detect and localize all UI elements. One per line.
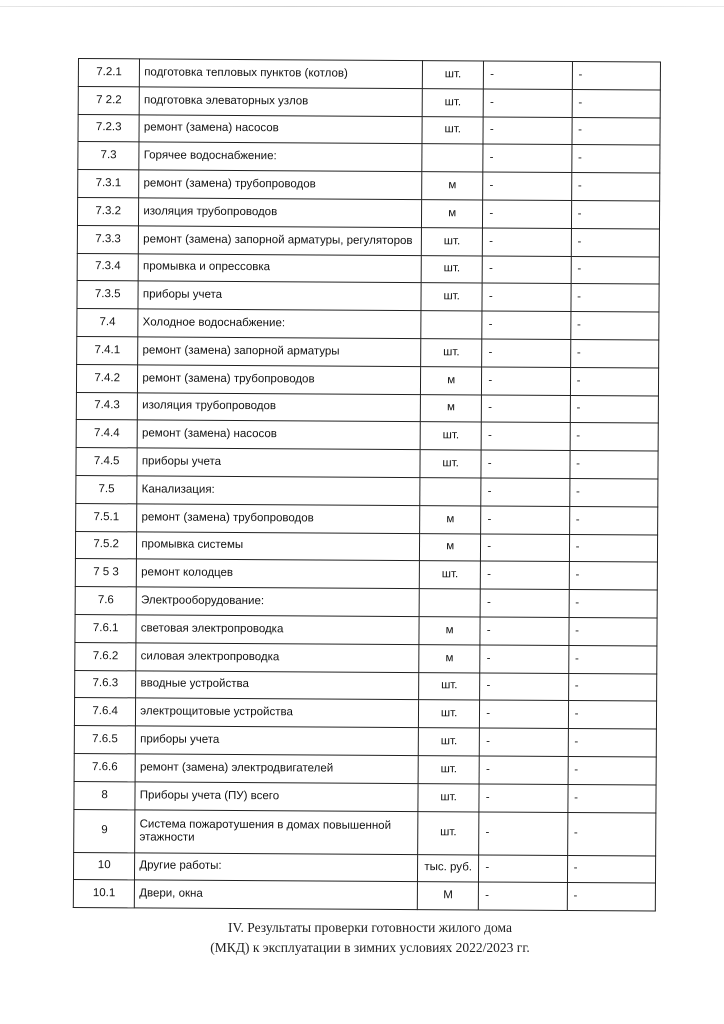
- row-unit: шт.: [419, 561, 480, 589]
- row-value-a-text: -: [486, 735, 491, 748]
- row-name: Система пожаротушения в домах повышенной этажности: [135, 809, 418, 854]
- row-value-a-text: -: [486, 679, 491, 692]
- row-value-b-text: -: [576, 346, 581, 359]
- row-value-b: [572, 89, 661, 117]
- table-row: [76, 475, 658, 506]
- row-value-a: [480, 672, 568, 700]
- row-number: 7.4.5: [76, 448, 137, 476]
- row-value-b-text: -: [578, 124, 583, 137]
- row-name: ремонт (замена) электродвигателей: [135, 754, 418, 784]
- row-value-a-text: -: [490, 68, 495, 81]
- row-value-b: [567, 855, 656, 883]
- row-value-a: [484, 61, 572, 89]
- row-value-a-text: -: [488, 401, 493, 414]
- row-value-a: [482, 256, 570, 284]
- row-name: изоляция трубопроводов: [138, 392, 421, 422]
- row-value-a: [481, 422, 569, 450]
- row-number: 10.1: [73, 880, 134, 908]
- row-value-a-text: -: [489, 207, 494, 220]
- row-value-a: [480, 617, 568, 645]
- row-value-a-text: -: [485, 826, 490, 839]
- row-value-b: [569, 478, 658, 506]
- row-value-a-text: -: [489, 235, 494, 248]
- row-value-b-text: -: [573, 827, 578, 840]
- row-value-b-text: -: [574, 708, 579, 721]
- row-name: изоляция трубопроводов: [139, 198, 422, 228]
- row-name: световая электропроводка: [136, 615, 419, 645]
- table-row: [74, 726, 656, 757]
- row-value-b: [570, 451, 659, 479]
- table-row: [76, 392, 658, 423]
- table-row: [77, 197, 659, 228]
- row-unit: шт.: [421, 339, 482, 367]
- row-value-a-text: -: [485, 763, 490, 776]
- table-row: [75, 642, 657, 673]
- row-value-b: [568, 784, 657, 812]
- row-value-b-text: -: [577, 263, 582, 276]
- row-name: силовая электропроводка: [136, 643, 419, 673]
- row-value-b-text: -: [576, 430, 581, 443]
- row-number: 7.6.3: [75, 670, 136, 698]
- row-value-b-text: -: [574, 736, 579, 749]
- row-number: 7.4.3: [76, 392, 137, 420]
- row-value-a: [481, 506, 569, 534]
- row-number: 7.5.2: [75, 531, 136, 559]
- row-value-a-text: -: [488, 290, 493, 303]
- row-value-b: [568, 729, 657, 757]
- table-row: [73, 880, 655, 911]
- row-unit: [422, 144, 483, 172]
- row-value-b: [572, 117, 661, 145]
- row-value-b-text: -: [575, 597, 580, 610]
- row-name: Двери, окна: [135, 880, 418, 910]
- row-value-b-text: -: [577, 207, 582, 220]
- row-value-a-text: -: [486, 652, 491, 665]
- row-unit: м: [420, 394, 481, 422]
- table-row: [74, 809, 656, 856]
- row-number: 7.6: [75, 587, 136, 615]
- row-value-a-text: -: [487, 429, 492, 442]
- row-value-a: [479, 811, 568, 855]
- row-value-a: [481, 450, 569, 478]
- row-value-b: [571, 228, 660, 256]
- table-row: [75, 559, 657, 590]
- row-value-a-text: -: [489, 96, 494, 109]
- table-row: [77, 225, 659, 256]
- row-number: 7 5 3: [75, 559, 136, 587]
- row-value-b-text: -: [578, 68, 583, 81]
- row-value-a-text: -: [489, 179, 494, 192]
- row-number: 7.3.1: [78, 170, 139, 198]
- row-value-a-text: -: [488, 318, 493, 331]
- row-name: промывка системы: [137, 531, 420, 561]
- row-name: Холодное водоснабжение:: [138, 309, 421, 339]
- row-value-b: [569, 590, 658, 618]
- row-number: 7.3.3: [77, 225, 138, 253]
- table-row: [78, 86, 660, 117]
- row-name: подготовка элеваторных узлов: [139, 87, 422, 117]
- row-name: ремонт (замена) запорной арматуры, регуляторов: [139, 226, 422, 256]
- row-value-b: [570, 312, 659, 340]
- row-value-a-text: -: [486, 707, 491, 720]
- row-value-b: [568, 756, 657, 784]
- row-value-a: [483, 200, 571, 228]
- table-row: [78, 170, 660, 201]
- row-value-b-text: -: [576, 402, 581, 415]
- row-name: приборы учета: [138, 281, 421, 311]
- table-row: [75, 587, 657, 618]
- row-value-b-text: -: [575, 624, 580, 637]
- row-value-a: [483, 228, 571, 256]
- row-value-a: [482, 283, 570, 311]
- row-value-a-text: -: [485, 861, 490, 874]
- row-name: Электрооборудование:: [136, 587, 419, 617]
- table-row: [77, 281, 659, 312]
- row-value-b: [572, 62, 661, 90]
- row-number: 7.2.1: [78, 59, 139, 87]
- row-value-a-text: -: [485, 791, 490, 804]
- table-row: [78, 114, 660, 145]
- table-row: [78, 142, 660, 173]
- row-value-b-text: -: [575, 485, 580, 498]
- row-number: 7.6.4: [74, 698, 135, 726]
- row-value-a: [479, 882, 567, 910]
- section-caption: [180, 918, 560, 958]
- row-name: ремонт (замена) трубопроводов: [138, 365, 421, 395]
- row-value-a: [480, 645, 568, 673]
- row-name: подготовка тепловых пунктов (котлов): [140, 59, 423, 89]
- row-unit: м: [419, 644, 480, 672]
- row-number: 7.2.3: [78, 114, 139, 142]
- row-unit: шт.: [418, 811, 480, 854]
- row-value-b-text: -: [574, 791, 578, 804]
- row-value-b: [571, 256, 660, 284]
- row-name: Приборы учета (ПУ) всего: [135, 782, 418, 812]
- table-row: [77, 336, 659, 367]
- row-value-b: [568, 701, 657, 729]
- row-number: 7.3.5: [77, 281, 138, 309]
- row-name: вводные устройства: [136, 670, 419, 700]
- row-value-a: [481, 534, 569, 562]
- row-value-b: [571, 201, 660, 229]
- row-value-a-text: -: [488, 262, 493, 276]
- row-unit: [420, 478, 481, 506]
- row-unit: шт.: [421, 227, 482, 255]
- caption-line-1: IV. Результаты проверки готовности жилого дома: [228, 920, 512, 935]
- row-unit: шт.: [420, 422, 481, 450]
- row-value-a: [483, 89, 571, 117]
- caption-line-2: (МКД) к эксплуатации в зимних условиях 2022/2023 гг.: [210, 940, 530, 955]
- row-value-a-text: -: [487, 568, 492, 581]
- row-value-b-text: -: [574, 763, 579, 776]
- row-value-a: [483, 144, 571, 172]
- row-name: приборы учета: [137, 448, 420, 478]
- row-number: 7.4: [77, 309, 138, 337]
- row-value-a: [480, 589, 568, 617]
- table-row: [75, 531, 657, 562]
- row-value-b: [570, 367, 659, 395]
- table-row: [76, 503, 658, 534]
- row-unit: шт.: [418, 756, 479, 784]
- row-value-a-text: -: [487, 540, 492, 553]
- row-value-a-text: -: [489, 151, 494, 164]
- row-value-b: [570, 395, 659, 423]
- table-row: [73, 852, 655, 883]
- row-number: 7.4.4: [76, 420, 137, 448]
- row-unit: [421, 311, 482, 339]
- row-value-b-text: -: [573, 890, 578, 903]
- row-value-a: [482, 311, 570, 339]
- row-number: 7.4.2: [76, 364, 137, 392]
- row-value-b-text: -: [577, 152, 582, 165]
- row-unit: м: [420, 366, 481, 394]
- row-unit: шт.: [421, 255, 482, 283]
- row-name: Канализация:: [137, 476, 420, 506]
- row-value-a: [480, 728, 568, 756]
- row-unit: тыс. руб.: [417, 854, 478, 882]
- table-row: [76, 448, 658, 479]
- table-row: [75, 670, 657, 701]
- row-unit: м: [420, 505, 481, 533]
- row-number: 7 2.2: [78, 86, 139, 114]
- row-value-b: [571, 173, 660, 201]
- row-value-b: [568, 645, 657, 673]
- row-value-a-text: -: [489, 124, 494, 137]
- row-unit: м: [419, 617, 480, 645]
- row-unit: шт.: [418, 700, 479, 728]
- table-row: [75, 614, 657, 645]
- works-table: [73, 58, 661, 912]
- row-value-b: [571, 145, 660, 173]
- row-value-a-text: -: [485, 889, 490, 902]
- row-value-a: [479, 784, 567, 812]
- table-row: [76, 364, 658, 395]
- row-number: 7.6.1: [75, 614, 136, 642]
- table-row: [78, 59, 660, 90]
- row-value-a-text: -: [487, 457, 492, 470]
- row-value-a-text: -: [486, 624, 491, 637]
- works-table-body: [73, 59, 660, 912]
- row-number: 7.3.2: [77, 197, 138, 225]
- row-value-b: [571, 284, 660, 312]
- table-row: [77, 253, 659, 284]
- row-number: 9: [74, 809, 136, 852]
- row-value-b-text: -: [575, 541, 580, 554]
- row-number: 7.6.5: [74, 726, 135, 754]
- row-value-a: [483, 117, 571, 145]
- row-number: 7.3.4: [77, 253, 138, 281]
- row-value-a: [480, 700, 568, 728]
- row-name: Другие работы:: [135, 852, 418, 882]
- row-value-b-text: -: [576, 319, 581, 332]
- table-row: [77, 309, 659, 340]
- row-value-b: [568, 673, 657, 701]
- row-unit: шт.: [422, 61, 483, 89]
- row-value-b: [567, 883, 656, 911]
- row-value-a: [482, 395, 570, 423]
- row-value-b-text: -: [577, 235, 582, 248]
- row-unit: шт.: [421, 283, 482, 311]
- row-number: 7.5: [76, 475, 137, 503]
- row-number: 8: [74, 781, 135, 809]
- row-unit: шт.: [420, 450, 481, 478]
- row-unit: шт.: [419, 672, 480, 700]
- row-value-a-text: -: [488, 346, 493, 359]
- row-value-b-text: -: [577, 180, 582, 193]
- row-number: 7.5.1: [76, 503, 137, 531]
- row-name: ремонт (замена) насосов: [137, 420, 420, 450]
- row-name: Горячее водоснабжение:: [139, 142, 422, 172]
- row-number: 7.4.1: [77, 336, 138, 364]
- row-value-a: [481, 561, 569, 589]
- row-unit: шт.: [422, 116, 483, 144]
- row-name: приборы учета: [136, 726, 419, 756]
- row-unit: м: [422, 172, 483, 200]
- table-row: [74, 698, 656, 729]
- row-value-b: [569, 617, 658, 645]
- row-unit: шт.: [418, 728, 479, 756]
- row-value-b: [570, 339, 659, 367]
- row-value-a: [479, 854, 567, 882]
- row-value-b-text: -: [573, 862, 578, 875]
- row-unit: [419, 589, 480, 617]
- row-value-b: [570, 423, 659, 451]
- row-value-b-text: -: [575, 513, 580, 526]
- row-value-b: [569, 534, 658, 562]
- row-name: ремонт (замена) трубопроводов: [137, 504, 420, 534]
- row-value-a: [482, 339, 570, 367]
- row-name: ремонт (замена) трубопроводов: [139, 170, 422, 200]
- row-value-b-text: -: [574, 680, 579, 693]
- scan-page-edge: [0, 6, 724, 7]
- row-value-a-text: -: [486, 596, 491, 609]
- row-name: электрощитовые устройства: [136, 698, 419, 728]
- row-value-b-text: -: [577, 291, 582, 304]
- row-value-a-text: -: [487, 513, 492, 526]
- table-row: [74, 753, 656, 784]
- row-value-b: [569, 506, 658, 534]
- row-value-b: [567, 812, 656, 856]
- table-row: [76, 420, 658, 451]
- row-value-a-text: -: [487, 485, 492, 498]
- row-name: ремонт колодцев: [137, 559, 420, 589]
- row-value-a: [479, 756, 567, 784]
- row-value-b: [569, 562, 658, 590]
- row-value-b-text: -: [578, 96, 583, 109]
- row-value-b-text: -: [574, 652, 579, 665]
- row-number: 7.6.2: [75, 642, 136, 670]
- row-value-b-text: -: [575, 569, 580, 582]
- row-unit: м: [421, 200, 482, 228]
- row-number: 7.3: [78, 142, 139, 170]
- row-value-b-text: -: [576, 374, 581, 387]
- row-name: ремонт (замена) насосов: [139, 114, 422, 144]
- row-number: 10: [73, 852, 134, 880]
- row-unit: м: [419, 533, 480, 561]
- row-name: ремонт (замена) запорной арматуры: [138, 337, 421, 367]
- row-unit: М: [417, 882, 478, 910]
- row-value-a: [481, 478, 569, 506]
- row-value-a: [482, 367, 570, 395]
- row-number: 7.6.6: [74, 753, 135, 781]
- row-name: промывка и опрессовка: [138, 253, 421, 283]
- row-value-b-text: -: [576, 458, 581, 471]
- row-value-a-text: -: [488, 374, 493, 387]
- row-unit: шт.: [418, 783, 479, 811]
- table-row: [74, 781, 656, 812]
- row-unit: шт.: [422, 88, 483, 116]
- row-value-a: [483, 172, 571, 200]
